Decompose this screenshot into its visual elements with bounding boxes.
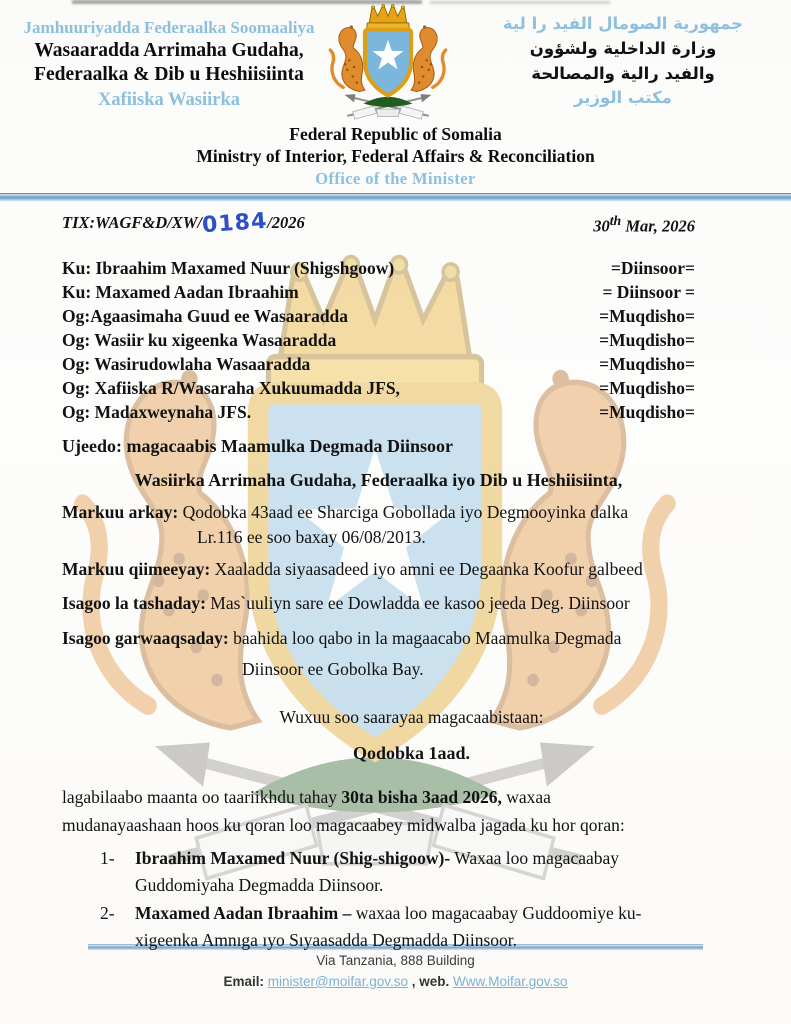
clause-isagoo-la-tashaday: Isagoo la tashaday: Mas`uuliyn sare ee Dowladda ee kasoo jeeda Deg. Diinsoor xyxy=(62,593,630,614)
office-name-english: Office of the Minister xyxy=(315,168,476,188)
clause-markuu-qiimeeyay: Markuu qiimeeyay: Xaaladda siyaasadeed iyo amni ee Degaanka Koofur galbeed xyxy=(62,558,643,579)
recipient-row: Ku: Maxamed Aadan Ibraahim = Diinsoor = xyxy=(62,281,695,302)
email-label: Email: xyxy=(223,973,264,989)
recipient-row: Ku: Ibraahim Maxamed Nuur (Shigshgoow) =Diinsoor= xyxy=(62,257,695,278)
clause-continuation: Diinsoor ee Gobolka Bay. xyxy=(242,659,424,679)
clause-markuu-arkay: Markuu arkay: Qodobka 43aad ee Sharciga Gobollada iyo Degmooyinka dalka xyxy=(62,501,629,522)
ministry-name-somali-1: Wasaaradda Arrimaha Gudaha, xyxy=(34,39,304,61)
header-arabic xyxy=(463,12,783,111)
handwritten-number: 0184 xyxy=(201,208,269,239)
appointment-item: 2- Maxamed Aadan Ibraahim – waxaa loo magacaabay Guddoomiye ku-xigeenka Amnıga ıyo Sıyaasadda Degmadda Diinsoor. xyxy=(100,900,665,954)
recipient-row: Og: Xafiiska R/Wasaraha Xukuumadda JFS, =Muqdisho= xyxy=(62,377,695,398)
subject-line: Ujeedo: magacaabis Maamulka Degmada Diinsoor xyxy=(62,435,453,456)
header-somali xyxy=(4,18,334,112)
republic-name-arabic: جمهورية الصومال الفيد را لية xyxy=(502,14,744,33)
republic-name-english: Federal Republic of Somalia xyxy=(289,124,502,144)
list-number: 1- xyxy=(100,848,115,868)
recipient-row: Og: Wasiir ku xigeenka Wasaaradda =Muqdisho= xyxy=(62,329,695,350)
recipient-row: Og: Madaxweynaha JFS. =Muqdisho= xyxy=(62,401,695,422)
header-english xyxy=(0,123,791,189)
appointment-paragraph: lagabilaabo maanta oo taariikhdu tahay 30ta bisha 3aad 2026, waxaa mudanayaashaan hoos ku qoran loo magacaabey midwalba jagada ku hor qoran: xyxy=(62,787,625,835)
decree-intro: Wuxuu soo saarayaa magacaabistaan: xyxy=(279,707,544,727)
somalia-coat-of-arms xyxy=(312,2,464,130)
letter-body xyxy=(0,204,791,955)
clause-continuation: Lr.116 ee soo baxay 06/08/2013. xyxy=(197,526,426,547)
footer-address: Via Tanzania, 888 Building xyxy=(316,953,475,968)
appointment-item: 1- Ibraahim Maxamed Nuur (Shig-shigoow)- Waxaa loo magacaabay Guddomiyaha Degmadda Diinsoor. xyxy=(100,845,665,899)
recipient-row: Og:Agaasimaha Guud ee Wasaaradda =Muqdisho= xyxy=(62,305,695,326)
list-number: 2- xyxy=(100,903,115,924)
republic-name-somali: Jamhuuriyadda Federaalka Soomaaliya xyxy=(23,18,315,37)
clause-isagoo-garwaaqsaday: Isagoo garwaaqsaday: baahida loo qabo in la magaacabo Maamulka Degmada xyxy=(62,627,622,648)
recipient-list xyxy=(62,256,695,424)
footer-contact xyxy=(0,972,791,993)
ministry-name-arabic-1: وزارة الداخلية ولشؤون xyxy=(529,38,717,58)
ministry-name-english: Ministry of Interior, Federal Affairs & Reconciliation xyxy=(196,146,595,167)
recipient-row: Og: Wasirudowlaha Wasaaradda =Muqdisho= xyxy=(62,353,695,374)
footer xyxy=(0,951,791,993)
website-link[interactable]: Www.Moifar.gov.so xyxy=(453,973,568,989)
reference-row xyxy=(62,208,695,239)
letter-date: 30th Mar, 2026 xyxy=(593,213,695,236)
ministry-name-somali-2: Federaalka & Dib u Heshiisiinta xyxy=(34,63,304,85)
office-name-arabic: مكتب الوزير xyxy=(574,88,672,108)
web-label: , web. xyxy=(411,973,450,989)
reference-number: TIX:WAGF&D/XW/0184/2026 xyxy=(62,208,305,239)
email-link[interactable]: minister@moifar.gov.so xyxy=(267,973,408,989)
ministry-name-arabic-2: والفيد رالية والمصالحة xyxy=(531,63,715,83)
header-divider xyxy=(0,193,791,201)
appointment-list xyxy=(100,845,665,955)
office-name-somali: Xafiiska Wasiirka xyxy=(97,90,241,111)
article-title: Qodobka 1aad. xyxy=(352,743,471,763)
minister-title-line: Wasiirka Arrimaha Gudaha, Federaalka iyo Dib u Heshiisiinta, xyxy=(134,469,623,490)
